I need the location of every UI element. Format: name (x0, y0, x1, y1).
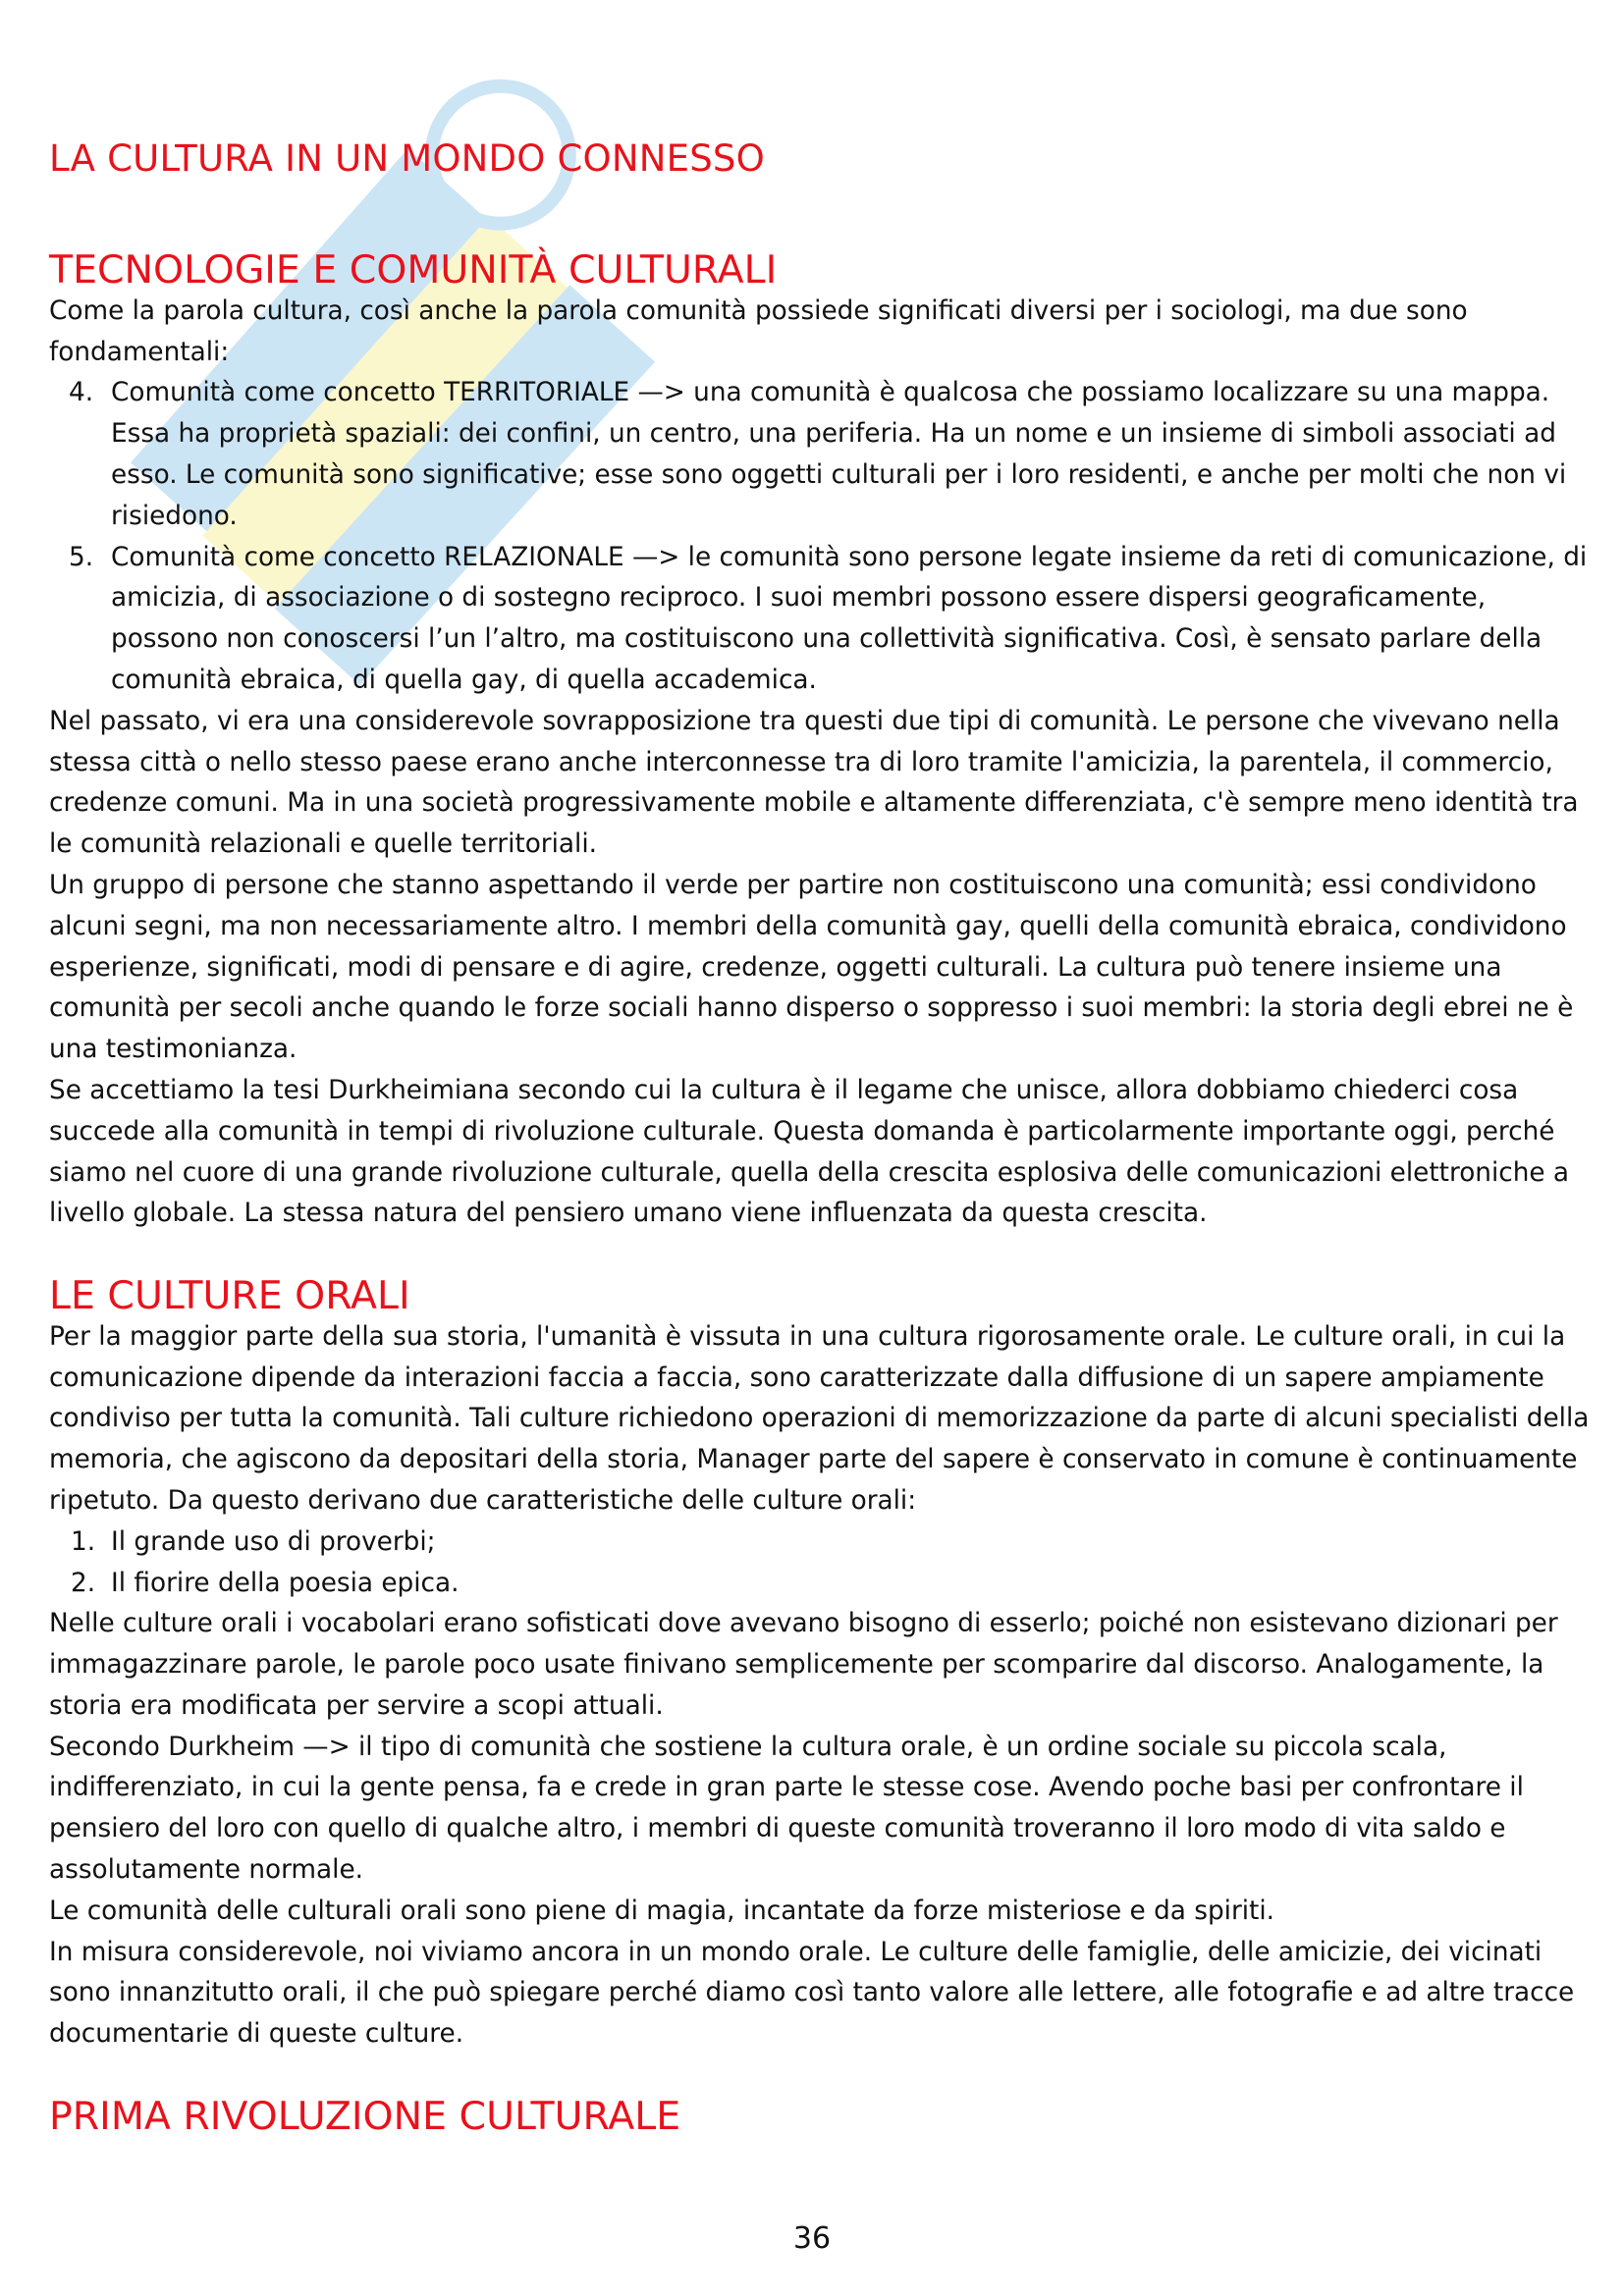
page-number: 36 (792, 2221, 832, 2256)
paragraph: Le comunità delle culturali orali sono piene di magia, incantate da forze misteriose e da spiriti. (49, 1896, 1275, 1926)
paragraph: In misura considerevole, noi viviamo ancora in un mondo orale. Le culture delle famiglie, delle amicizie, dei vicinati sono innanzitutto orali, il che può spiegare perché diamo così tanto valore alle lettere, alle fotografie e ad altre tracce documentarie di queste culture. (49, 1937, 1575, 2050)
list-item-text: Il grande uso di proverbi; (111, 1526, 436, 1557)
document-title: LA CULTURA IN UN MONDO CONNESSO (49, 137, 765, 180)
list-item (49, 373, 1591, 537)
paragraph: Per la maggior parte della sua storia, l'umanità è vissuta in una cultura rigorosamente orale. Le culture orali, in cui la comunicazione dipende da interazioni faccia a faccia, sono caratterizzate dalla diffusione di un sapere ampiamente condiviso per tutta la comunità. Tali culture richiedono operazioni di memorizzazione da parte di alcuni specialisti della memoria, che agiscono da depositari della storia, Manager parte del sapere è conservato in comune è continuamente ripetuto. Da questo derivano due caratteristiche delle culture orali: (49, 1321, 1590, 1516)
section-heading-culture-orali: LE CULTURE ORALI (49, 1272, 410, 1318)
paragraph: Un gruppo di persone che stanno aspettando il verde per partire non costituiscono una comunità; essi condividono alcuni segni, ma non necessariamente altro. I membri della comunità gay, quelli della comunità ebraica, condividono esperienze, significati, modi di pensare e di agire, credenze, oggetti culturali. La cultura può tenere insieme una comunità per secoli anche quando le forze sociali hanno disperso o soppresso i suoi membri: la storia degli ebrei ne è una testimonianza. (49, 870, 1574, 1065)
list-item-number: 4. (69, 378, 94, 408)
document-body (49, 247, 1591, 2139)
paragraph: Se accettiamo la tesi Durkheimiana secondo cui la cultura è il legame che unisce, allora dobbiamo chiederci cosa succede alla comunità in tempi di rivoluzione culturale. Questa domanda è particolarmente importante oggi, perché siamo nel cuore di una grande rivoluzione culturale, quella della crescita esplosiva delle comunicazioni elettroniche a livello globale. La stessa natura del pensiero umano viene influenzata da questa crescita. (49, 1075, 1570, 1229)
paragraph: Nel passato, vi era una considerevole sovrapposizione tra questi due tipi di comunità. Le persone che vivevano nella stessa città o nello stesso paese erano anche interconnesse tra di loro tramite l'amicizia, la parentela, il commercio, credenze comuni. Ma in una società progressivamente mobile e altamente differenziata, c'è sempre meno identità tra le comunità relazionali e quelle territoriali. (49, 706, 1579, 860)
list-item (49, 1522, 1591, 1564)
paragraph: Come la parola cultura, così anche la parola comunità possiede significati diversi per i sociologi, ma due sono fondamentali: (49, 295, 1468, 367)
list-item-number: 5. (69, 542, 94, 572)
list-item-text: Comunità come concetto RELAZIONALE —> le comunità sono persone legate insieme da reti di comunicazione, di amicizia, di associazione o di sostegno reciproco. I suoi membri possono essere dispersi geograficamente, possono non conoscersi l’un l’altro, ma costituiscono una collettività significativa. Così, è sensato parlare della comunità ebraica, di quella gay, di quella accademica. (111, 542, 1588, 695)
paragraph: Nelle culture orali i vocabolari erano sofisticati dove avevano bisogno di esserlo; poiché non esistevano dizionari per immagazzinare parole, le parole poco usate finivano semplicemente per scomparire dal discorso. Analogamente, la storia era modificata per servire a scopi attuali. (49, 1609, 1558, 1721)
paragraph: Secondo Durkheim —> il tipo di comunità che sostiene la cultura orale, è un ordine sociale su piccola scala, indifferenziato, in cui la gente pensa, fa e crede in gran parte le stesse cose. Avendo poche basi per confrontare il pensiero del loro con quello di qualche altro, i membri di queste comunità troveranno il loro modo di vita saldo e assolutamente normale. (49, 1732, 1524, 1886)
list-item-text: Comunità come concetto TERRITORIALE —> una comunità è qualcosa che possiamo localizzare su una mappa. Essa ha proprietà spaziali: dei confini, un centro, una periferia. Ha un nome e un insieme di simboli associati ad esso. Le comunità sono significative; esse sono oggetti culturali per i loro residenti, e anche per molti che non vi risiedono. (111, 378, 1567, 531)
list-item-text: Il fiorire della poesia epica. (111, 1568, 460, 1598)
numbered-list (49, 373, 1591, 701)
section-heading-tecnologie: TECNOLOGIE E COMUNITÀ CULTURALI (49, 247, 778, 293)
list-item-number: 1. (71, 1526, 96, 1557)
section-heading-prima-rivoluzione: PRIMA RIVOLUZIONE CULTURALE (49, 2093, 681, 2139)
numbered-list (49, 1522, 1591, 1605)
list-item-number: 2. (71, 1568, 96, 1598)
list-item (49, 1564, 1591, 1605)
list-item (49, 538, 1591, 702)
